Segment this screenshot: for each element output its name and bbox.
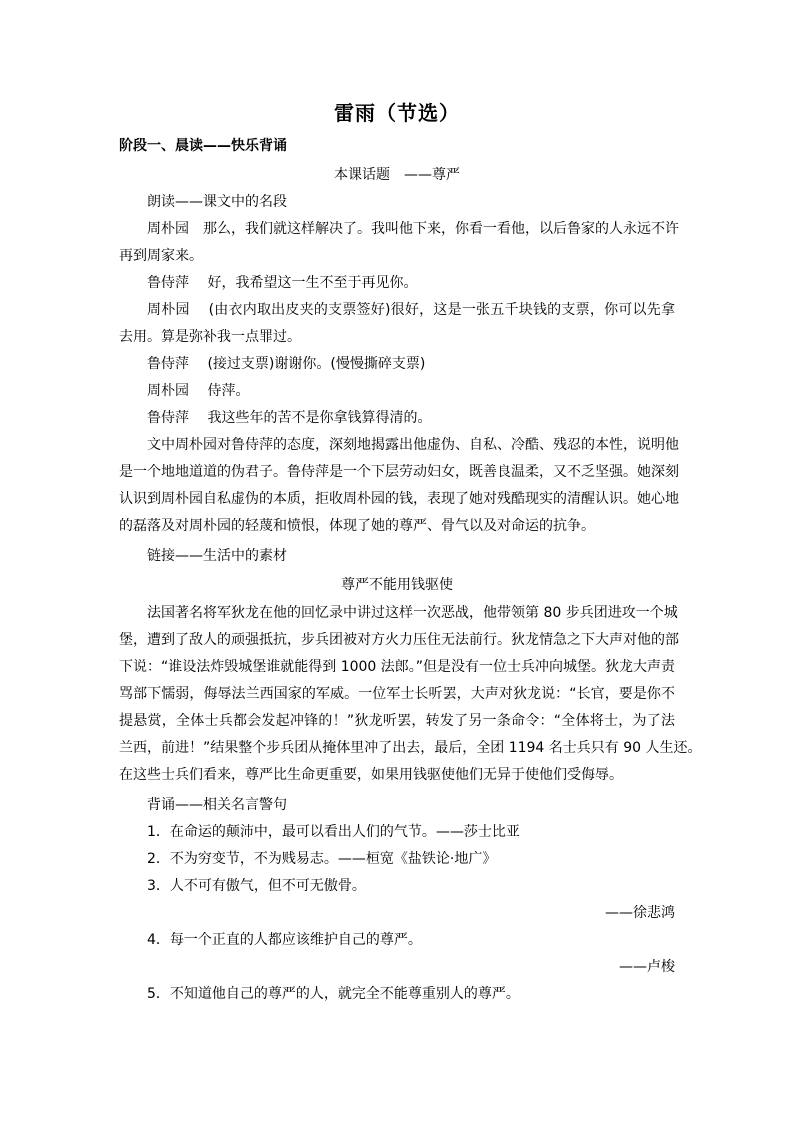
read-label: 朗读——课文中的名段 [147,194,287,210]
dialogue-line: 周朴园 那么，我们就这样解决了。我叫他下来，你看一看他，以后鲁家的人永远不许 [147,221,679,237]
dialogue-line: 鲁侍萍 (接过支票)谢谢你。(慢慢撕碎支票) [147,356,426,372]
dialogue-line: 再到周家来。 [119,248,203,264]
recite-label: 背诵——相关名言警句 [147,797,287,813]
analysis-line: 是一个地地道道的伪君子。鲁侍萍是一个下层劳动妇女，既善良温柔，又不乏坚强。她深刻 [119,464,679,480]
topic-line: 本课话题 ——尊严 [334,167,460,183]
quote-item: 2．不为穷变节，不为贱易志。——桓宽《盐铁论·地广》 [147,851,497,867]
story-line: 提悬赏，全体士兵都会发起冲锋的！”狄龙听罢，转发了另一条命令：“全体将士，为了法 [119,713,675,729]
analysis-line: 文中周朴园对鲁侍萍的态度，深刻地揭露出他虚伪、自私、冷酷、残忍的本性，说明他 [147,437,679,453]
story-line: 在这些士兵们看来，尊严比生命更重要，如果用钱驱使他们无异于使他们受侮辱。 [119,767,623,783]
analysis-line: 的磊落及对周朴园的轻蔑和愤恨，体现了她的尊严、骨气以及对命运的抗争。 [119,518,595,534]
quote-item: 3．人不可有傲气，但不可无傲骨。 [147,878,366,894]
dialogue-line: 周朴园 侍萍。 [147,383,250,399]
page-title: 雷雨（节选） [334,101,460,125]
dialogue-line: 鲁侍萍 好，我希望这一生不至于再见你。 [147,275,418,291]
dialogue-line: 周朴园 (由衣内取出皮夹的支票签好)很好，这是一张五千块钱的支票，你可以先拿 [147,302,675,318]
story-line: 骂部下懦弱，侮辱法兰西国家的军威。一位军士长听罢，大声对狄龙说：“长官，要是你不 [119,686,675,702]
story-line: 兰西，前进！”结果整个步兵团从掩体里冲了出去，最后，全团 1194 名士兵只有 90 人生还。 [119,740,702,756]
story-line: 法国著名将军狄龙在他的回忆录中讲过这样一次恶战，他带领第 80 步兵团进攻一个城 [147,605,678,621]
dialogue-line: 鲁侍萍 我这些年的苦不是你拿钱算得清的。 [147,410,432,426]
story-title: 尊严不能用钱驱使 [341,577,453,593]
quote-item: 1．在命运的颠沛中，最可以看出人们的气节。——莎士比亚 [147,824,520,840]
quote-author: ——卢梭 [619,959,675,975]
dialogue-line: 去用。算是弥补我一点罪过。 [119,329,301,345]
analysis-line: 认识到周朴园自私虚伪的本质，拒收周朴园的钱，表现了她对残酷现实的清醒认识。她心地 [119,491,679,507]
story-line: 堡，遭到了敌人的顽强抵抗，步兵团被对方火力压住无法前行。狄龙情急之下大声对他的部 [119,632,679,648]
quote-author: ——徐悲鸿 [605,905,675,921]
story-line: 下说：“谁设法炸毁城堡谁就能得到 1000 法郎。”但是没有一位士兵冲向城堡。狄龙大声责 [119,659,676,675]
quote-item: 5．不知道他自己的尊严的人，就完全不能尊重别人的尊严。 [147,986,520,1002]
link-label: 链接——生活中的素材 [147,548,287,564]
quote-item: 4．每一个正直的人都应该维护自己的尊严。 [147,932,422,948]
stage-heading: 阶段一、晨读——快乐背诵 [119,138,287,154]
